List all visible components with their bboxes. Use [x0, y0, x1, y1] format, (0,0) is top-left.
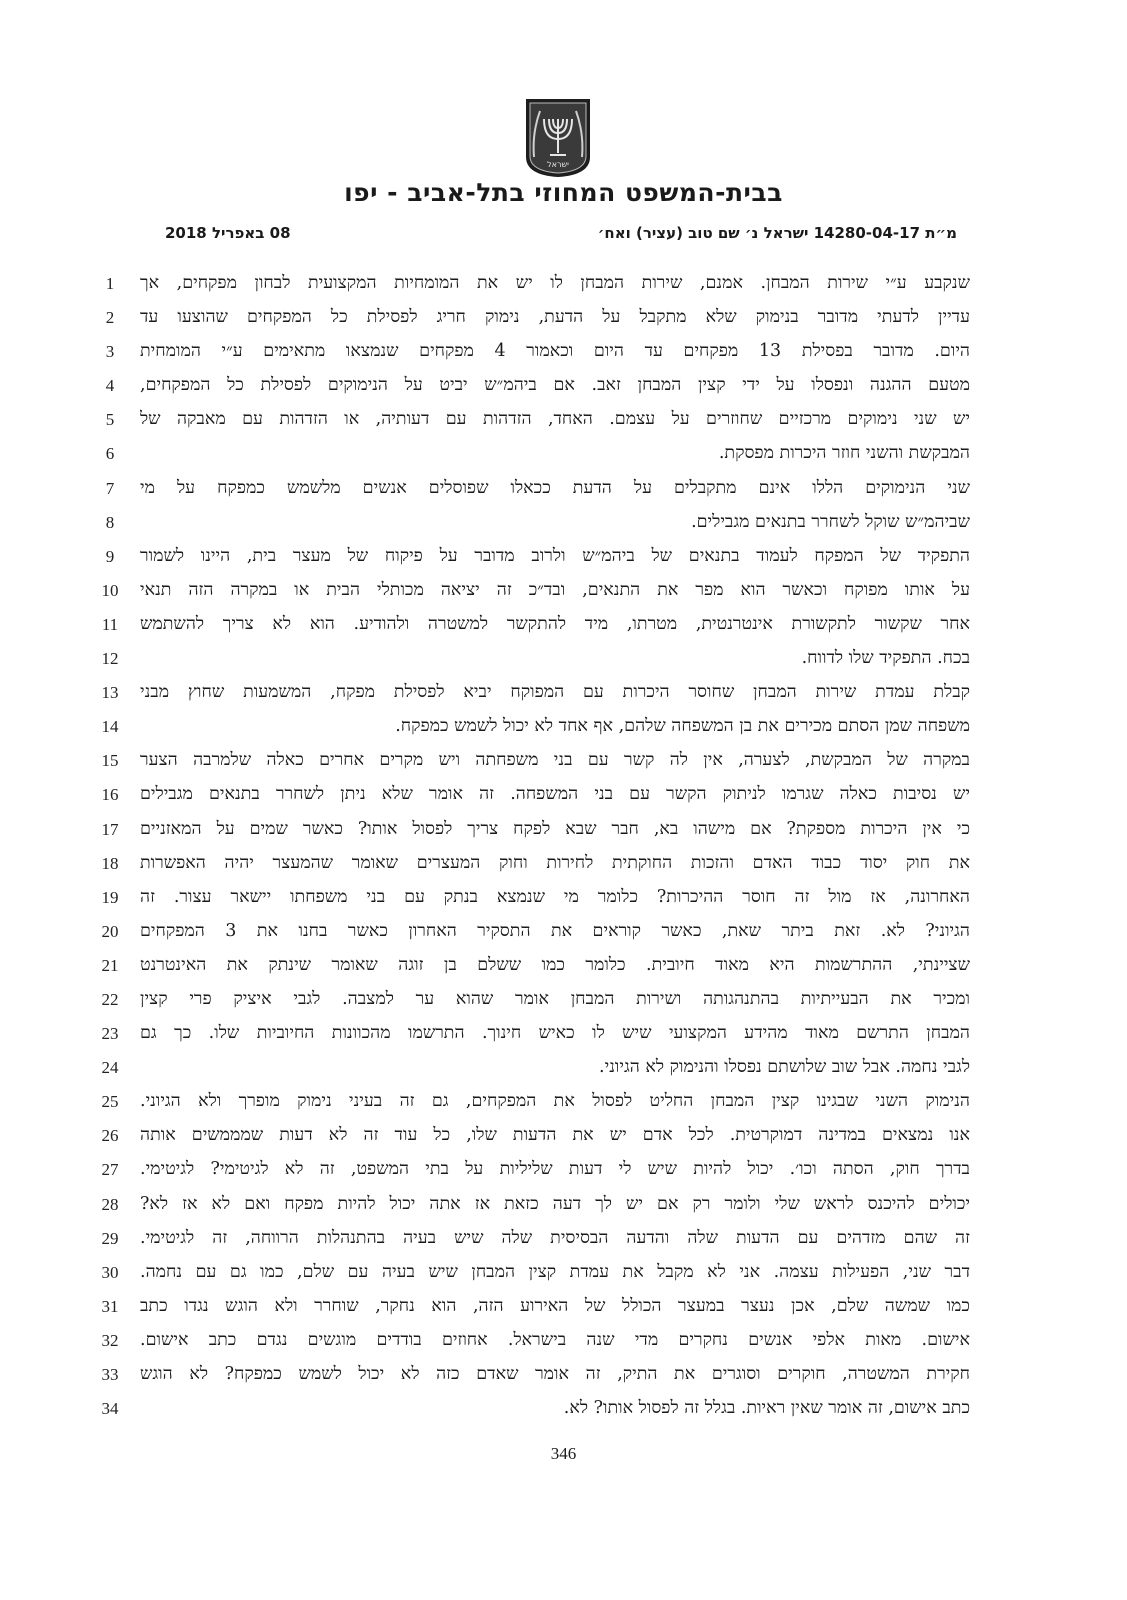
line-text: על אותו מפוקח וכאשר הוא מפר את התנאים, ובד״כ זה יציאה מכותלי הבית או במקרה הזה תנאי	[140, 579, 970, 600]
protocol-line	[90, 477, 970, 511]
protocol-line	[90, 408, 970, 442]
line-text: ומכיר את הבעייתיות בהתנהגותה ושירות המבחן אומר שהוא ער למצבה. לגבי איציק פרי קצין	[140, 988, 970, 1009]
protocol-line	[90, 1397, 970, 1431]
protocol-line	[90, 1363, 970, 1397]
line-text: האחרונה, אז מול זה חוסר ההיכרות? כלומר מי שנמצא בנתק עם בני משפחתו יישאר עצור. זה	[140, 886, 970, 907]
line-text: בכח. התפקיד שלו לדווח.	[801, 648, 970, 669]
line-text: יש שני נימוקים מרכזיים שחוזרים על עצמם. האחד, הזדהות עם דעותיה, או הזדהות עם מאבקה של	[140, 409, 970, 430]
document-date: 08 באפריל 2018	[165, 224, 291, 242]
line-number: 22	[101, 989, 119, 1009]
protocol-line	[90, 852, 970, 886]
line-text: יש נסיבות כאלה שגרמו לניתוק הקשר עם בני המשפחה. זה אומר שלא ניתן לשחרר בתנאים מגבילים	[140, 784, 970, 805]
line-text: כי אין היכרות מספקת? אם מישהו בא, חבר שבא לפקח צריך לפסול אותו? כאשר שמים על המאזניים	[140, 818, 970, 839]
line-text: משפחה שמן הסתם מכירים את בן המשפחה שלהם, אף אחד לא יכול לשמש כמפקח.	[395, 716, 970, 737]
line-number: 14	[101, 717, 119, 737]
line-text: את חוק יסוד כבוד האדם והזכות החוקתית לחירות וחוק המעצרים שאומר שהמעצר יהיה האפשרות	[140, 852, 970, 873]
line-text: במקרה של המבקשת, לצערה, אין לה קשר עם בני משפחתה ויש מקרים אחרים כאלה שלמרבה הצער	[140, 750, 970, 771]
protocol-text	[90, 272, 970, 1431]
line-text: קבלת עמדת שירות המבחן שחוסר היכרות עם המפוקח יביא לפסילת מפקח, המשמעות שחוץ מבני	[140, 682, 970, 703]
line-number: 3	[105, 342, 115, 362]
line-text: היום. מדובר בפסילת 13 מפקחים עד היום וכאמור 4 מפקחים שנמצאו מתאימים ע״י המומחית	[140, 341, 970, 362]
protocol-line	[90, 954, 970, 988]
line-number: 15	[101, 751, 119, 771]
line-number: 4	[105, 376, 115, 396]
line-text: יכולים להיכנס לראש שלי ולומר רק אם יש לך דעה כזאת אז אתה יכול להיות מפקח ואם לא אז לא?	[140, 1193, 970, 1214]
line-text: חקירת המשטרה, חוקרים וסוגרים את התיק, זה אומר שאדם כזה לא יכול לשמש כמפקח? לא הוגש	[140, 1364, 970, 1384]
line-number: 21	[101, 955, 119, 975]
line-number: 8	[105, 512, 115, 532]
protocol-line	[90, 442, 970, 476]
state-emblem-icon	[522, 97, 594, 179]
line-number: 30	[101, 1262, 119, 1282]
protocol-line	[90, 886, 970, 920]
line-number: 33	[101, 1365, 119, 1384]
line-text: שביהמ״ש שוקל לשחרר בתנאים מגבילים.	[691, 511, 970, 532]
court-title: בבית-המשפט המחוזי בתל-אביב - יפו	[344, 178, 783, 207]
protocol-line	[90, 1090, 970, 1124]
protocol-line	[90, 340, 970, 374]
protocol-line	[90, 511, 970, 545]
line-number: 6	[105, 444, 115, 464]
line-text: דבר שני, הפעילות עצמה. אני לא מקבל את עמדת קצין המבחן שיש בעיה עם שלם, כמו גם עם נחמה.	[140, 1261, 970, 1282]
line-number: 18	[101, 853, 119, 873]
line-text: המבקשת והשני חוזר היכרות מפסקת.	[718, 443, 970, 464]
line-text: אנו נמצאים במדינה דמוקרטית. לכל אדם יש את הדעות שלו, כל עוד זה לא דעות שמממשים אותה	[140, 1125, 970, 1146]
line-number: 7	[105, 478, 115, 498]
line-text: הגיוני? לא. זאת ביתר שאת, כאשר קוראים את התסקיר האחרון כאשר בחנו את 3 המפקחים	[140, 920, 970, 941]
line-number: 13	[101, 683, 119, 703]
protocol-line	[90, 1193, 970, 1227]
line-text: לגבי נחמה. אבל שוב שלושתם נפסלו והנימוק לא הגיוני.	[599, 1057, 970, 1078]
line-number: 24	[101, 1058, 119, 1078]
line-number: 23	[101, 1024, 119, 1044]
protocol-line	[90, 545, 970, 579]
protocol-line	[90, 1056, 970, 1090]
protocol-line	[90, 988, 970, 1022]
line-text: התפקיד של המפקח לעמוד בתנאים של ביהמ״ש ולרוב מדובר על פיקוח של מעצר בית, היינו לשמור	[140, 545, 970, 566]
line-text: שציינתי, ההתרשמות היא מאוד חיובית. כלומר כמו ששלם בן זוגה שאומר שינתק את האינטרנט	[140, 954, 970, 975]
line-text: עדיין לדעתי מדובר בנימוק שלא מתקבל על הדעת, נימוק חריג לפסילת כל המפקחים שהוצעו עד	[140, 307, 970, 328]
protocol-line	[90, 783, 970, 817]
line-number: 2	[105, 308, 115, 328]
protocol-line	[90, 1022, 970, 1056]
line-text: מטעם ההגנה ונפסלו על ידי קצין המבחן זאב. אם ביהמ״ש יביט על הנימוקים לפסילת כל המפקחים,	[140, 375, 970, 396]
line-number: 34	[101, 1399, 119, 1419]
protocol-line	[90, 1261, 970, 1295]
protocol-line	[90, 1124, 970, 1158]
protocol-line	[90, 374, 970, 408]
protocol-line	[90, 579, 970, 613]
line-number: 1	[105, 274, 115, 293]
line-number: 32	[101, 1330, 119, 1350]
line-number: 9	[105, 546, 115, 566]
line-number: 19	[101, 887, 119, 907]
protocol-line	[90, 818, 970, 852]
line-number: 28	[101, 1194, 119, 1214]
protocol-line	[90, 749, 970, 783]
line-text: שנקבע ע״י שירות המבחן. אמנם, שירות המבחן לו יש את המומחיות המקצועית לבחון מפקחים, אך	[140, 273, 970, 293]
line-number: 11	[101, 614, 119, 634]
emblem-inscription: ישראל	[547, 160, 569, 169]
protocol-line	[90, 647, 970, 681]
line-number: 20	[101, 921, 119, 941]
line-number: 25	[101, 1092, 119, 1112]
line-text: בדרך חוק, הסתה וכו׳. יכול להיות שיש לי דעות שליליות על בתי המשפט, זה לא לגיטימי? לגיטימי.	[140, 1159, 970, 1180]
line-text: אחר שקשור לתקשורת אינטרנטית, מטרתו, מיד להתקשר למשטרה ולהודיע. הוא לא צריך להשתמש	[140, 613, 970, 634]
protocol-line	[90, 920, 970, 954]
protocol-line	[90, 681, 970, 715]
line-text: הנימוק השני שבגינו קצין המבחן החליט לפסול את המפקחים, גם זה בעיני נימוק מופרך ולא הגיוני.	[140, 1091, 970, 1112]
protocol-line	[90, 306, 970, 340]
line-number: 27	[101, 1160, 119, 1180]
protocol-line	[90, 1227, 970, 1261]
line-text: כמו שמשה שלם, אכן נעצר במעצר הכולל של האירוע הזה, הוא נחקר, שוחרר ולא הוגש נגדו כתב	[140, 1295, 970, 1316]
line-text: זה שהם מזדהים עם הדעות שלה והדעה הבסיסית שלה שיש בעיה בהתנהלות הרווחה, זה לגיטימי.	[140, 1227, 970, 1248]
line-number: 17	[101, 819, 119, 839]
line-number: 26	[101, 1126, 119, 1146]
protocol-line	[90, 272, 970, 306]
protocol-line	[90, 1295, 970, 1329]
line-number: 29	[101, 1228, 119, 1248]
line-text: כתב אישום, זה אומר שאין ראיות. בגלל זה לפסול אותו? לא.	[563, 1398, 970, 1419]
line-number: 16	[101, 785, 119, 805]
line-number: 10	[101, 580, 119, 600]
line-number: 12	[101, 649, 119, 669]
protocol-line	[90, 1158, 970, 1192]
line-number: 31	[101, 1296, 119, 1316]
line-text: המבחן התרשם מאוד מהידע המקצועי שיש לו כאיש חינוך. התרשמו מהכוונות החיוביות שלו. כך גם	[140, 1023, 970, 1044]
protocol-line	[90, 613, 970, 647]
case-number: מ״ת 14280-04-17 ישראל נ׳ שם טוב (עציר) ואח׳	[597, 224, 957, 242]
line-text: שני הנימוקים הללו אינם מתקבלים על הדעת ככאלו שפוסלים אנשים מלשמש כמפקח על מי	[140, 477, 970, 498]
protocol-line	[90, 715, 970, 749]
page-number: 346	[550, 1444, 577, 1463]
line-number: 5	[105, 410, 115, 430]
protocol-line	[90, 1329, 970, 1363]
line-text: אישום. מאות אלפי אנשים נחקרים מדי שנה בישראל. אחוזים בודדים מוגשים נגדם כתב אישום.	[140, 1329, 970, 1350]
